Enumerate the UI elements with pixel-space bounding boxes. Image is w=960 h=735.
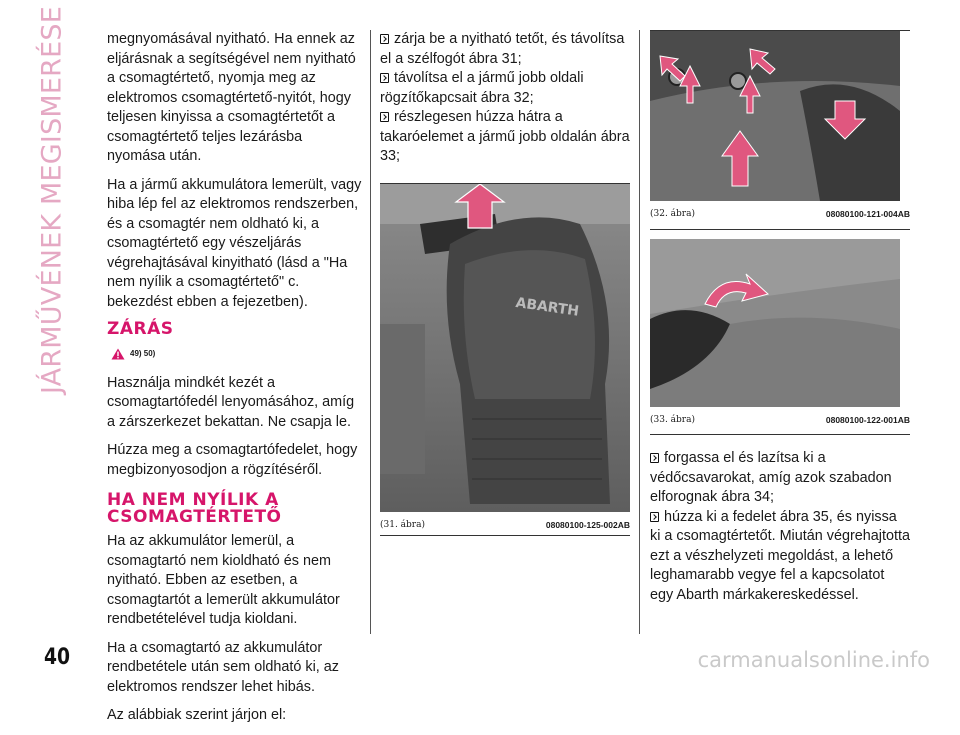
figure-32 — [650, 30, 910, 230]
text-column-2 — [380, 30, 630, 536]
text-column-3 — [650, 30, 910, 605]
figure-label: (31. ábra) — [380, 519, 425, 530]
paragraph: Használja mindkét kezét a csomagtartófedél lenyomásához, amíg a zárszerkezet bekattan. Ne csapja le. — [107, 374, 355, 430]
list-item: távolítsa el a jármű jobb oldali rögzítőkapcsait ábra 32; — [380, 70, 584, 106]
paragraph: megnyomásával nyitható. Ha ennek az eljárásnak a segítségével nem nyitható a csomagtértető, nyomja meg az elektromos csomagtértető-nyitót, hogy teljesen kinyissa a csomagtértetőt a csomagtértető teljes lezárásba nyomása után. — [107, 31, 356, 164]
list-item: zárja be a nyitható tetőt, és távolítsa el a szélfogót ábra 31; — [380, 31, 625, 67]
bullet-icon — [650, 453, 659, 463]
figure-33-image — [650, 239, 900, 407]
text-column-1 — [107, 30, 362, 735]
list-item: húzza ki a fedelet ábra 35, és nyissa ki a csomagtértetőt. Miután végrehajtotta ezt a vészhelyzeti megoldást, a lehető leghamarabb vegye fel a kapcsolatot egy Abarth márkakereskedéssel. — [650, 508, 910, 603]
figure-33 — [650, 239, 910, 436]
paragraph: Húzza meg a csomagtartófedelet, hogy megbizonyosodjon a rögzítéséről. — [107, 442, 358, 478]
section-heading-not-opening — [107, 492, 362, 526]
figure-caption — [650, 201, 910, 225]
heading-line: HA NEM NYÍLIK A — [107, 490, 279, 510]
paragraph: Ha a csomagtartó az akkumulátor rendbetétele után sem oldható ki, az elektromos rendszer lehet hibás. — [107, 639, 339, 695]
figure-label: (33. ábra) — [650, 414, 695, 425]
figure-label: (32. ábra) — [650, 209, 695, 219]
paragraph: Az alábbiak szerint járjon el: — [107, 707, 287, 723]
bullet-icon — [380, 73, 389, 83]
chapter-title-vertical: JÁRMŰVÉNEK MEGISMERÉSE — [36, 5, 68, 395]
paragraph: Ha a jármű akkumulátora lemerült, vagy hiba lép fel az elektromos rendszerben, és a csomagtér nem oldható ki, a csomagtértető egy vészeljárás végrehajtásával kinyitható (lásd a "Ha nem nyílik a csomagtértető" c. bekezdést ebben a fejezetben). — [107, 176, 362, 310]
watermark: carmanualsonline.info — [697, 648, 930, 672]
list-item: forgassa el és lazítsa ki a védőcsavarokat, amíg azok szabadon elforognak ábra 34; — [650, 450, 892, 505]
column-divider — [370, 30, 371, 634]
bullet-icon — [380, 34, 389, 44]
bullet-icon — [650, 512, 659, 522]
figure-32-image — [650, 31, 900, 201]
warning-reference — [111, 344, 362, 364]
figure-code: 08080100-121-004AB — [825, 209, 910, 219]
warning-ref-text: 49) 50) — [130, 349, 156, 358]
figure-caption — [380, 512, 630, 536]
heading-line: CSOMAGTÉRTETŐ — [107, 507, 282, 527]
page-number: 40 — [44, 645, 71, 670]
bullet-icon — [380, 112, 389, 122]
list-item: részlegesen húzza hátra a takaróelemet a jármű jobb oldalán ábra 33; — [380, 109, 630, 164]
section-heading-closing: ZÁRÁS — [107, 319, 174, 339]
figure-31 — [380, 183, 630, 537]
figure-31-image — [380, 184, 630, 512]
figure-caption — [650, 407, 910, 431]
figure-code: 08080100-122-001AB — [825, 414, 910, 425]
paragraph: Ha az akkumulátor lemerül, a csomagtartó nem kioldható és nem nyitható. Ebben az esetben, a csomagtartót a lemerült akkumulátor rendbetételével tudja kioldani. — [107, 533, 340, 627]
figure-code: 08080100-125-002AB — [545, 519, 630, 530]
svg-text:ABARTH: ABARTH — [514, 294, 580, 320]
column-divider — [639, 30, 640, 634]
warning-icon — [111, 348, 125, 360]
